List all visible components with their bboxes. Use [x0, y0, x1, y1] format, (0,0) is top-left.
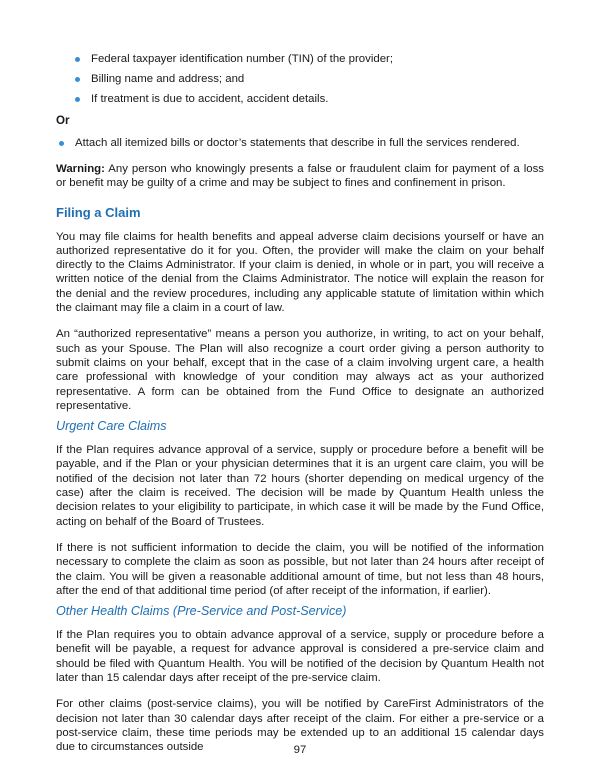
other-claims-heading: Other Health Claims (Pre-Service and Post-Service)	[56, 604, 347, 619]
filing-claim-paragraph: You may file claims for health benefits and appeal adverse claim decisions yourself or have an authorized representative do it for you. Often, the provider will make the claim on your behalf directly to the Claims Administrator. If your claim is denied, in whole or in part, you will receive a written notice of the denial from the Claims Administrator. The notice will explain the reason for the denial and the review procedures, including any applicable statute of limitation within which the claimant may file a claim in a court of law.	[56, 230, 544, 315]
list-item-text: Federal taxpayer identification number (TIN) of the provider;	[91, 53, 393, 65]
list-item	[56, 92, 544, 106]
warning-text: Any person who knowingly presents a false or fraudulent claim for payment of a loss or benefit may be guilty of a crime and may be subject to fines and confinement in prison.	[56, 163, 544, 190]
list-item-text: If treatment is due to accident, accident details.	[91, 93, 329, 105]
urgent-care-heading: Urgent Care Claims	[56, 419, 167, 434]
list-item	[56, 136, 544, 150]
bullet-icon	[59, 141, 64, 146]
or-label: Or	[56, 114, 70, 127]
bullet-icon	[75, 97, 80, 102]
pre-service-paragraph: If the Plan requires you to obtain advance approval of a service, supply or procedure before a benefit will be payable, a request for advance approval is considered a pre-service claim and should be filed with Quantum Health. You will be notified of the decision by Quantum Health not later than 15 calendar days after receipt of the pre-service claim.	[56, 629, 544, 685]
insufficient-info-paragraph: If there is not sufficient information to decide the claim, you will be notified of the information necessary to complete the claim as soon as possible, but not later than 24 hours after receipt of the claim. You will be given a reasonable additional amount of time, but not less than 48 hours, after the end of that additional time period (of after receipt of the information, if earlier).	[56, 541, 544, 597]
spacer	[56, 315, 544, 327]
list-item-text: Billing name and address; and	[91, 73, 245, 85]
page-content	[56, 52, 544, 755]
list-item	[56, 72, 544, 86]
warning-paragraph	[56, 162, 544, 191]
itemized-bills-list	[56, 136, 544, 150]
warning-label: Warning:	[56, 163, 105, 175]
bullet-icon	[75, 57, 80, 62]
bullet-icon	[75, 77, 80, 82]
page-number: 97	[293, 744, 307, 756]
spacer	[56, 150, 544, 162]
spacer	[56, 529, 544, 541]
requirements-list	[56, 52, 544, 106]
urgent-care-paragraph: If the Plan requires advance approval of a service, supply or procedure before a benefit will be payable, and if the Plan or your physician determines that it is an urgent care claim, you will be notified of the decision not later than 72 hours (shorter depending on medical urgency of the case) after the claim is received. The decision will be made by Quantum Health unless the decision relates to your eligibility to participate, in which case it will be made by the Fund Office, acting on behalf of the Board of Trustees.	[56, 444, 544, 528]
list-item	[56, 52, 544, 66]
authorized-rep-paragraph: An “authorized representative” means a person you authorize, in writing, to act on your behalf, such as your Spouse. The Plan will also recognize a court order giving a person authority to submit claims on your behalf, except that in the case of a claim involving urgent care, a health care professional with knowledge of your condition may always act as your authorized representative. A form can be obtained from the Fund Office to designate an authorized representative.	[56, 328, 544, 412]
spacer	[56, 685, 544, 697]
filing-claim-heading: Filing a Claim	[56, 204, 141, 220]
post-service-paragraph: For other claims (post-service claims), you will be notified by CareFirst Administrators of the decision not later than 30 calendar days after receipt of the claim. For either a pre-service or a post-service claim, these time periods may be extended up to an additional 15 calendar days due to circumstances outside	[56, 698, 544, 754]
list-item-text: Attach all itemized bills or doctor’s statements that describe in full the services rendered.	[75, 137, 520, 149]
